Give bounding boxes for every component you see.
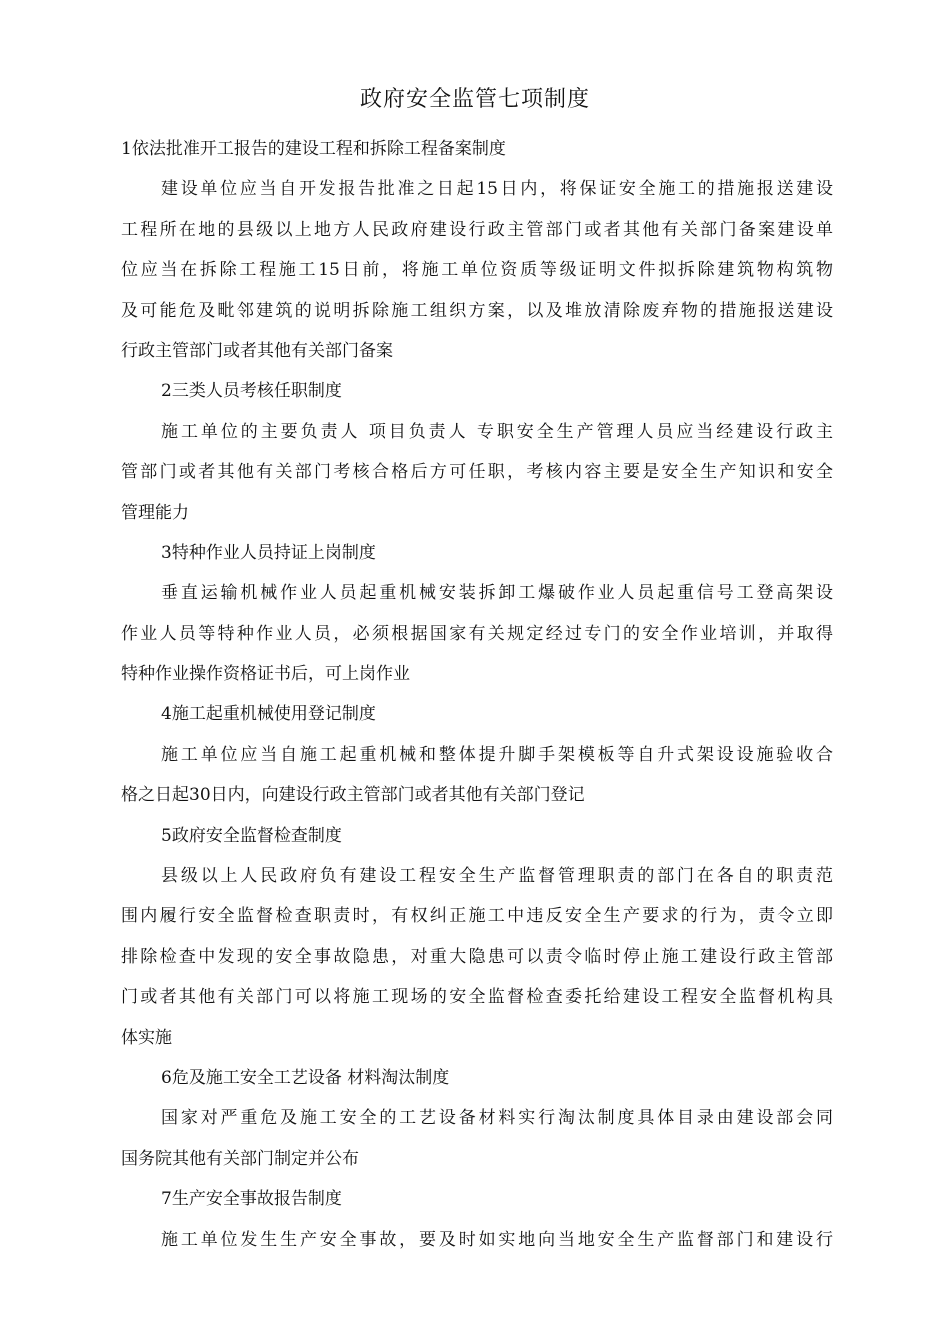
text-line: 6危及施工安全工艺设备 材料淘汰制度 [161, 1067, 450, 1088]
page-title: 政府安全监管七项制度 [359, 87, 590, 112]
text-line: 工程所在地的县级以上地方人民政府建设行政主管部门或者其他有关部门备案建设单 [121, 219, 833, 240]
text-line: 位应当在拆除工程施工15日前，将施工单位资质等级证明文件拟拆除建筑物构筑物 [121, 260, 833, 281]
text-line: 管理能力 [121, 502, 189, 523]
text-line: 建设单位应当自开发报告批准之日起15日内，将保证安全施工的措施报送建设 [161, 179, 833, 200]
text-line: 体实施 [121, 1027, 172, 1048]
document-body [121, 129, 833, 1260]
text-line: 1依法批准开工报告的建设工程和拆除工程备案制度 [121, 139, 506, 159]
text-line: 国务院其他有关部门制定并公布 [121, 1148, 359, 1169]
text-line: 县级以上人民政府负有建设工程安全生产监督管理职责的部门在各自的职责范 [161, 866, 833, 887]
text-line: 特种作业操作资格证书后，可上岗作业 [121, 664, 410, 685]
text-line: 5政府安全监督检查制度 [161, 825, 342, 846]
text-line: 7生产安全事故报告制度 [161, 1189, 342, 1210]
text-line: 垂直运输机械作业人员起重机械安装拆卸工爆破作业人员起重信号工登高架设 [161, 583, 833, 604]
text-line: 及可能危及毗邻建筑的说明拆除施工组织方案，以及堆放清除废弃物的措施报送建设 [121, 300, 833, 321]
text-line: 施工单位应当自施工起重机械和整体提升脚手架模板等自升式架设设施验收合 [161, 744, 833, 765]
text-line: 2三类人员考核任职制度 [161, 381, 342, 402]
text-line: 国家对严重危及施工安全的工艺设备材料实行淘汰制度具体目录由建设部会同 [161, 1108, 833, 1129]
text-line: 行政主管部门或者其他有关部门备案 [121, 340, 393, 361]
text-line: 管部门或者其他有关部门考核合格后方可任职，考核内容主要是安全生产知识和安全 [121, 462, 833, 483]
text-line: 施工单位的主要负责人 项目负责人 专职安全生产管理人员应当经建设行政主 [161, 421, 833, 442]
text-line: 门或者其他有关部门可以将施工现场的安全监督检查委托给建设工程安全监督机构具 [121, 987, 833, 1008]
text-line: 格之日起30日内，向建设行政主管部门或者其他有关部门登记 [121, 785, 585, 806]
text-line: 3特种作业人员持证上岗制度 [161, 542, 376, 563]
text-line: 围内履行安全监督检查职责时，有权纠正施工中违反安全生产要求的行为，责令立即 [121, 906, 833, 927]
text-line: 4施工起重机械使用登记制度 [161, 704, 376, 725]
text-line: 施工单位发生生产安全事故，要及时如实地向当地安全生产监督部门和建设行 [161, 1229, 833, 1250]
text-line: 作业人员等特种作业人员，必须根据国家有关规定经过专门的安全作业培训，并取得 [121, 623, 833, 644]
text-line: 排除检查中发现的安全事故隐患，对重大隐患可以责令临时停止施工建设行政主管部 [121, 946, 833, 967]
